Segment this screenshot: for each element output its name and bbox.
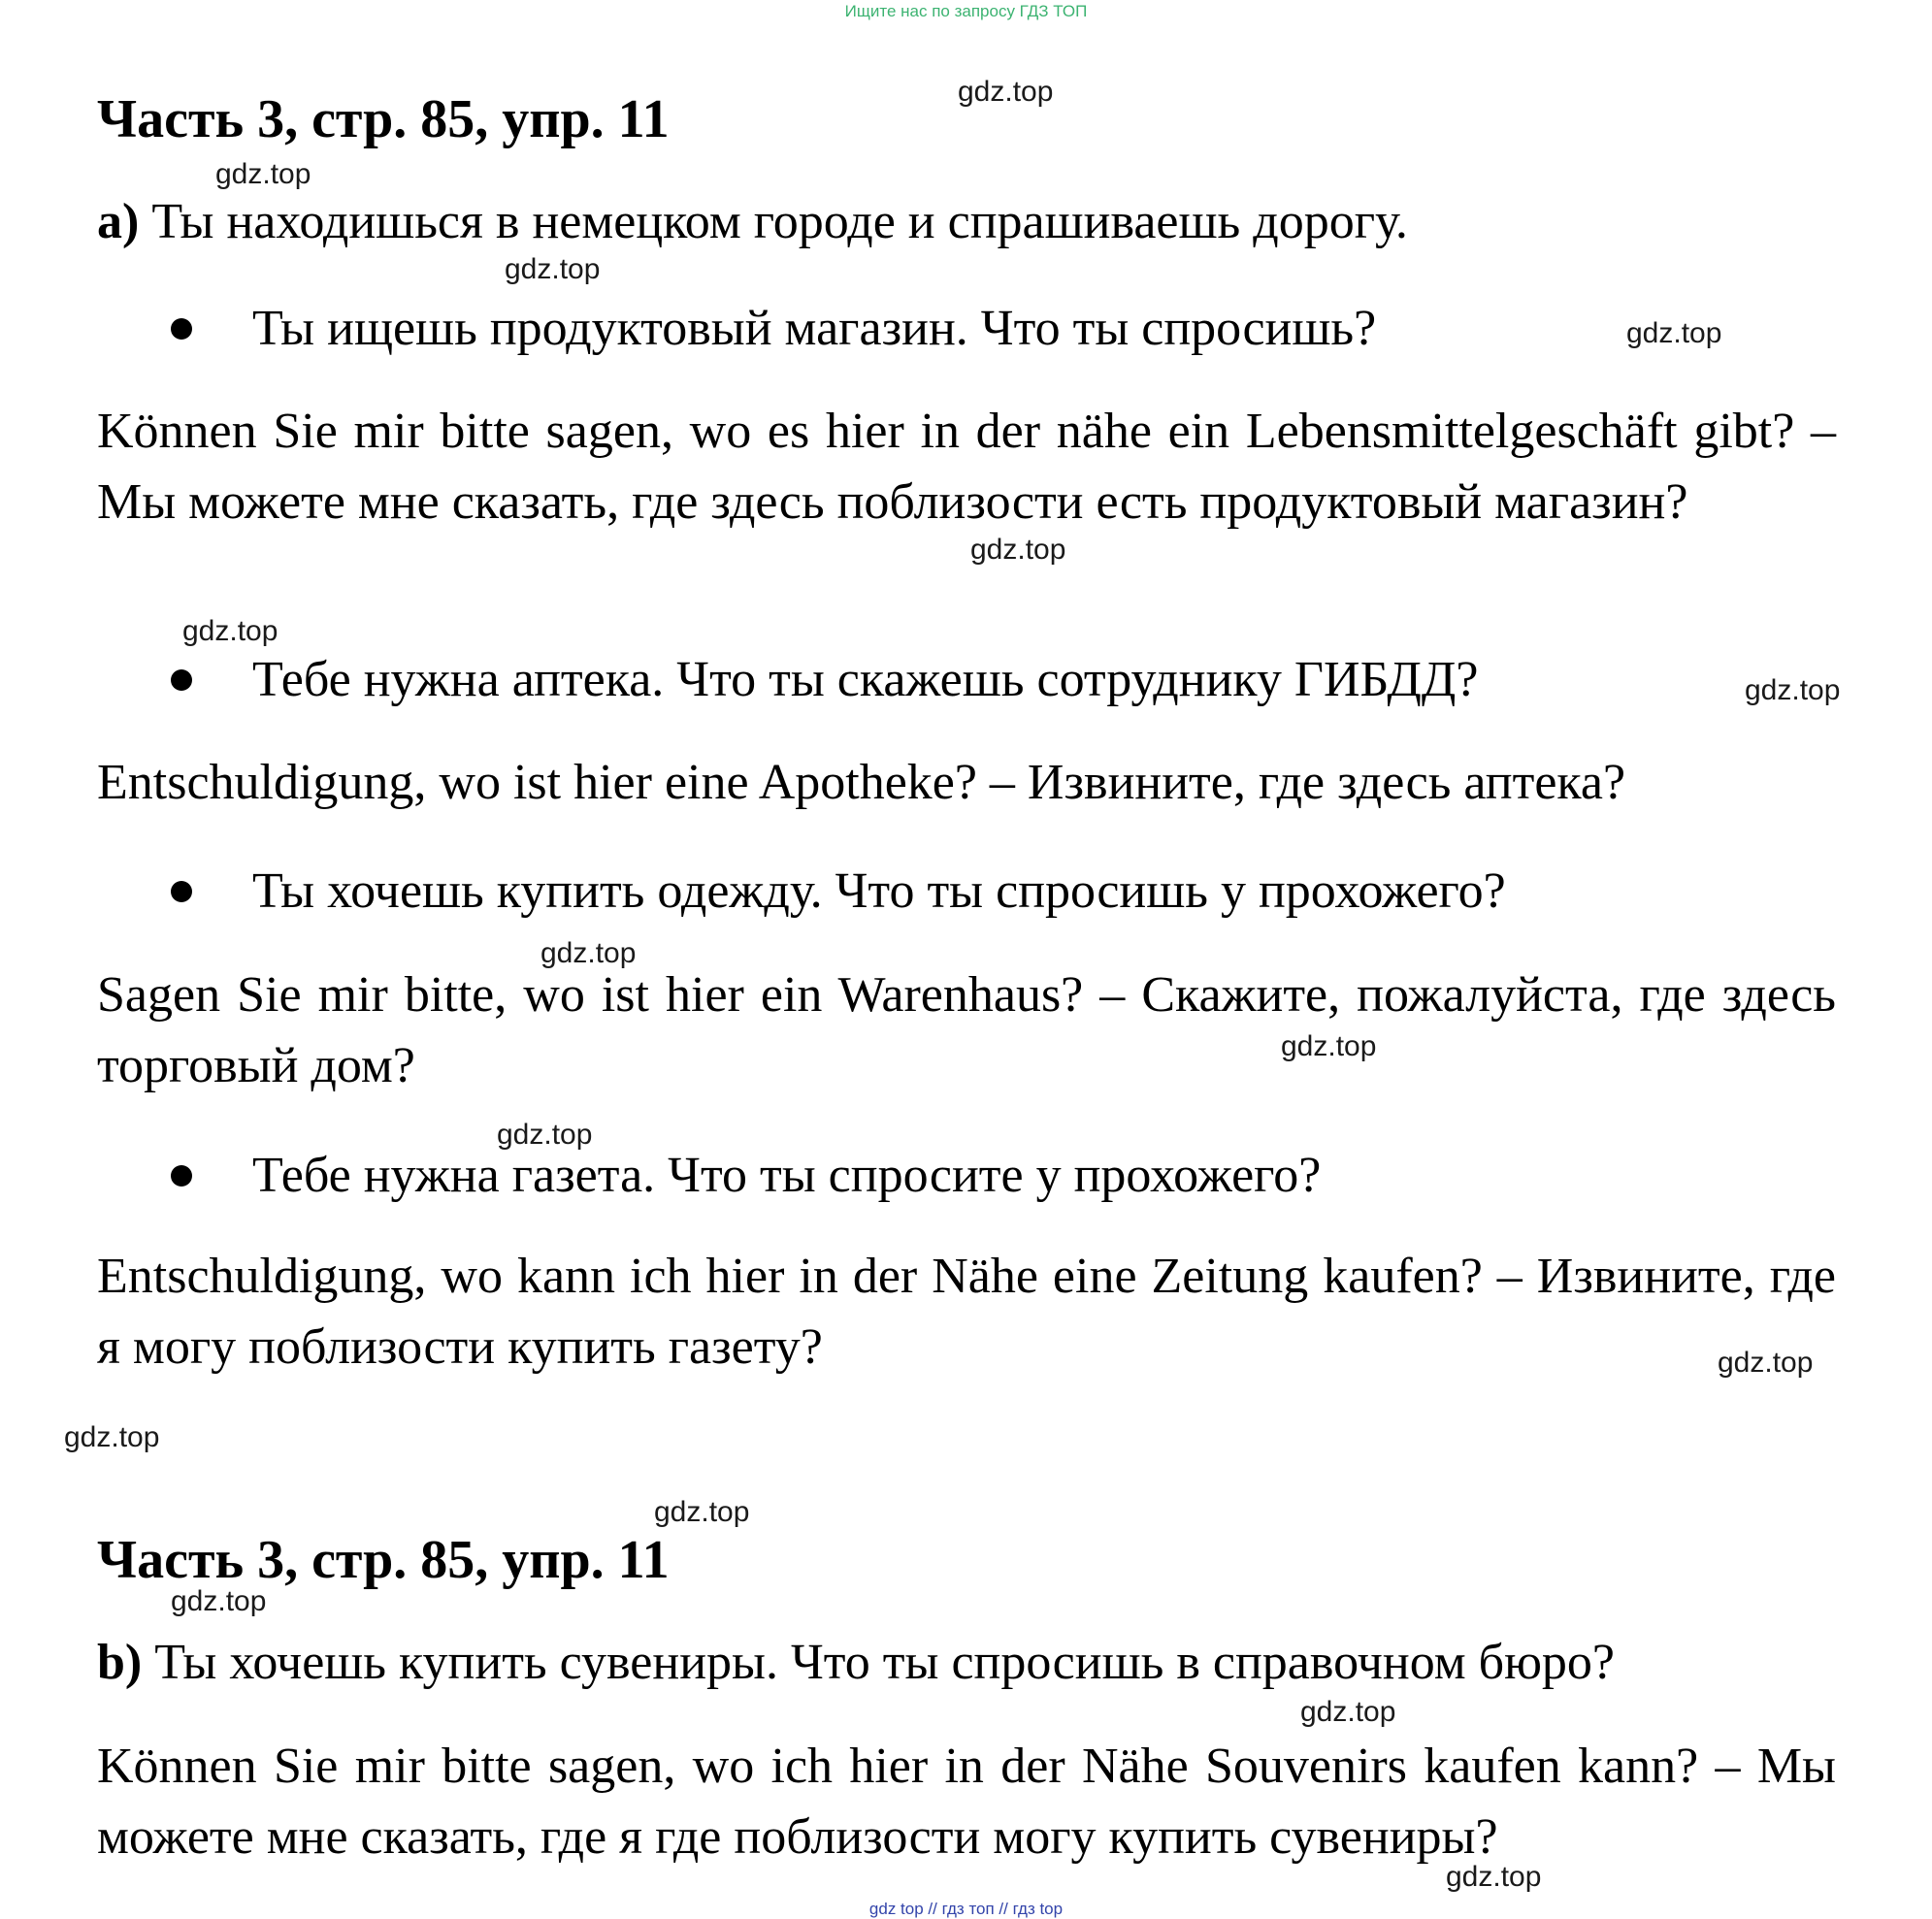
watermark-text: gdz.top [505,253,601,285]
watermark-text: gdz.top [1300,1696,1396,1728]
bullet-question-4 [171,1148,1322,1203]
watermark-text: gdz.top [654,1496,750,1528]
watermark-text: gdz.top [64,1421,160,1453]
answer-paragraph-1: Können Sie mir bitte sagen, wo es hier in der nähe ein Lebensmittelgeschäft gibt? – Мы можете мне сказать, где здесь поблизости есть продуктовый магазин? [97,404,1836,530]
question-text: Ты хочешь купить одежду. Что ты спросишь у прохожего? [252,863,1506,919]
watermark-text: gdz.top [1281,1030,1377,1062]
question-text: Ты ищешь продуктовый магазин. Что ты спросишь? [252,301,1377,356]
bullet-question-1 [171,301,1377,356]
bottom-watermark-note: gdz top // гдз топ // гдз top [868,1900,1064,1918]
watermark-text: gdz.top [958,76,1054,108]
watermark-text: gdz.top [540,937,637,969]
bullet-dot-icon [171,669,192,691]
question-text: Тебе нужна аптека. Что ты скажешь сотруднику ГИБДД? [252,652,1479,707]
answer-paragraph-b: Können Sie mir bitte sagen, wo ich hier in der Nähe Souvenirs kaufen kann? – Мы можете мне сказать, где я где поблизости могу купить сувениры? [97,1739,1836,1865]
watermark-text: gdz.top [215,158,311,190]
bullet-dot-icon [171,881,192,902]
watermark-text: gdz.top [1626,317,1722,349]
section-b-task-label: b) [97,1635,143,1690]
bullet-dot-icon [171,318,192,340]
question-text: Тебе нужна газета. Что ты спросите у прохожего? [252,1148,1322,1203]
watermark-text: gdz.top [182,615,278,647]
answer-paragraph-4: Entschuldigung, wo kann ich hier in der Nähe eine Zeitung kaufen? – Извините, где я могу поблизости купить газету? [97,1249,1836,1375]
bullet-dot-icon [171,1165,192,1187]
section-a-heading: Часть 3, стр. 85, упр. 11 [97,89,670,149]
section-b-task-text: Ты хочешь купить сувениры. Что ты спросишь в справочном бюро? [154,1635,1615,1690]
section-b-heading: Часть 3, стр. 85, упр. 11 [97,1530,670,1590]
bullet-question-3 [171,863,1506,919]
answer-paragraph-3: Sagen Sie mir bitte, wo ist hier ein Warenhaus? – Скажите, пожалуйста, где здесь торговый дом? [97,967,1836,1093]
answer-paragraph-2: Entschuldigung, wo ist hier eine Apotheke? – Извините, где здесь аптека? [97,755,1626,810]
watermark-text: gdz.top [1718,1347,1814,1379]
section-a-task-text: Ты находишься в немецком городе и спрашиваешь дорогу. [151,194,1408,249]
section-a-task [97,194,1834,249]
watermark-text: gdz.top [171,1585,267,1617]
watermark-text: gdz.top [497,1119,593,1151]
section-a-task-label: a) [97,194,140,249]
section-b-task [97,1635,1834,1690]
watermark-text: gdz.top [1745,674,1841,706]
bullet-question-2 [171,652,1479,707]
watermark-text: gdz.top [1446,1861,1542,1893]
top-search-note: Ищите нас по запросу ГДЗ ТОП [844,2,1088,20]
watermark-text: gdz.top [970,534,1066,566]
